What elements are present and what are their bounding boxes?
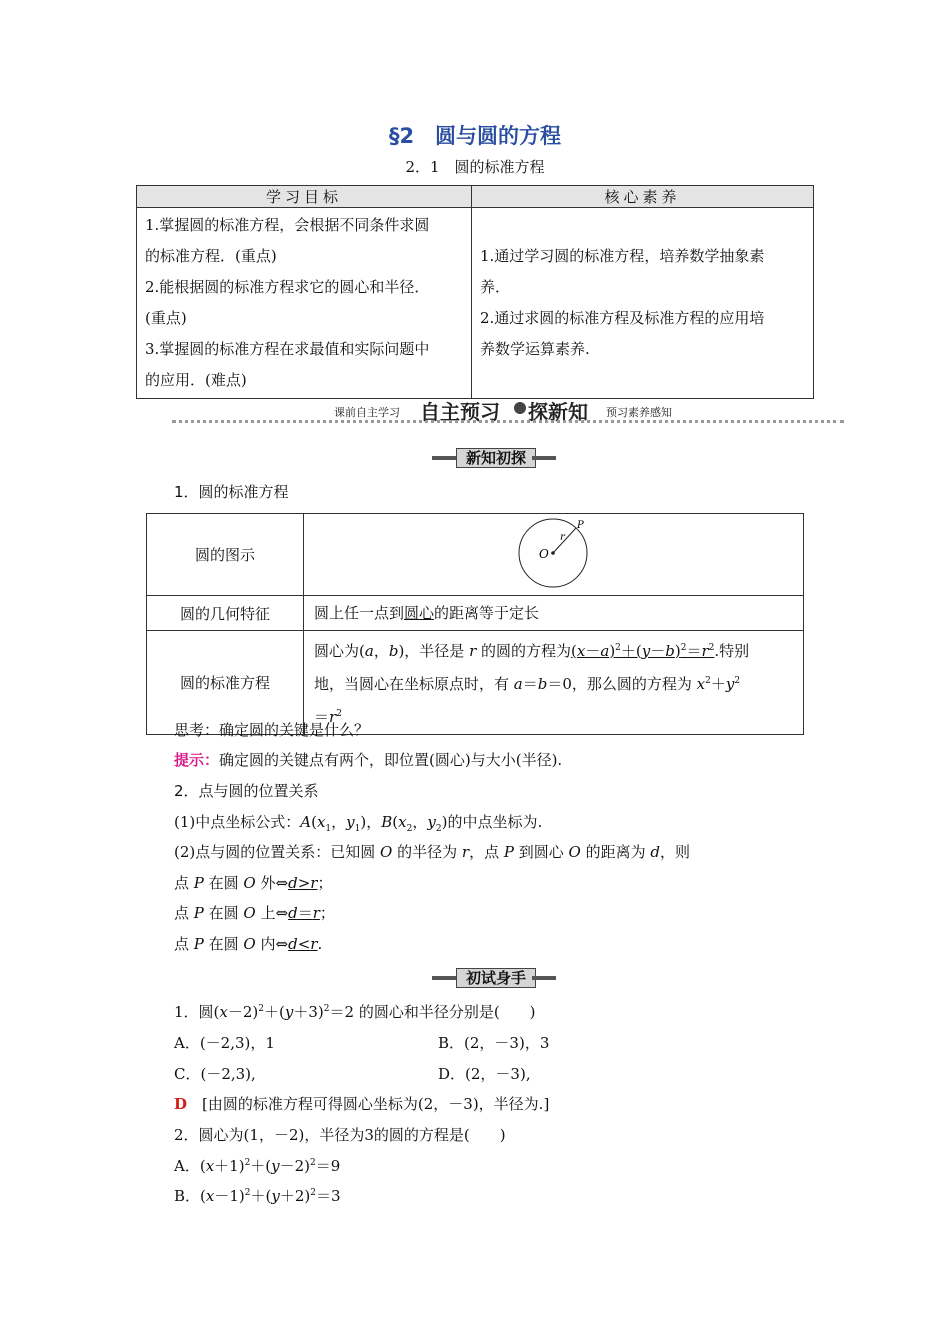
row-label-figure: 圆的图示 [147,514,304,596]
learning-goals-cell [137,208,472,399]
tag-bar-left [432,456,456,460]
standard-equation-cell: 圆心为(a，b)，半径是 r 的圆的方程为$(x-a)^2+(y-b)^2=r^2$.特别 地，当圆心在坐标原点时，有 a＝b＝0，那么圆的方程为 $x^2+y^2$ $=r^2$ [304,631,804,735]
core-line: 2.通过求圆的标准方程及标准方程的应用培 [480,309,765,327]
core-literacy-cell [472,208,814,399]
circle-figure-cell [304,514,804,596]
section-subtitle: 2．1 圆的标准方程 [405,158,545,176]
goals-header-core: 核心素养 [472,186,814,208]
outside-relation: 点 P 在圆 O 外⇔d>r； [174,874,333,892]
circle-figure-icon [509,517,609,593]
section-banner [172,396,844,426]
figure-label-r: r [560,531,565,543]
q1-option-b: B．(2，－3)，3 [438,1034,550,1052]
goal-line: (重点) [145,309,187,327]
circle-equation-table [146,513,804,735]
section2-heading: 2．点与圆的位置关系 [174,782,319,800]
q1-option-d: D．(2，－3), [438,1065,531,1083]
q1-answer: D [174,1095,188,1113]
geometry-cell: 圆上任一点到圆心的距离等于定长 [304,596,804,631]
banner-right-label: 预习素养感知 [606,406,672,419]
think-question: 思考：确定圆的关键是什么？ [174,721,370,739]
core-line: 养． [480,278,511,296]
tag-new-knowledge [432,448,556,468]
goal-line: 的应用．(难点) [145,371,247,389]
row-label-geometry: 圆的几何特征 [147,596,304,631]
tag-label: 初试身手 [456,968,536,988]
banner-main-label: 自主预习 [420,400,500,424]
core-line: 1.通过学习圆的标准方程，培养数学抽象素 [480,247,765,265]
tag-first-try [432,968,556,988]
core-line: 养数学运算素养. [480,340,590,358]
page-title: §2 圆与圆的方程 [388,124,562,148]
figure-label-p: P [577,519,584,531]
q1-option-c: C．(－2,3), [174,1065,256,1083]
question-1-stem: 1．圆$(x-2)^2+(y+3)^2=2$ 的圆心和半径分别是( ) [174,1003,536,1021]
hint-line: 提示：确定圆的关键点有两个，即位置(圆心)与大小(半径). [174,751,563,769]
banner-divider [172,420,844,423]
on-relation: 点 P 在圆 O 上⇔d＝r； [174,904,335,922]
goal-line: 2.能根据圆的标准方程求它的圆心和半径． [145,278,430,296]
goals-header-learning: 学习目标 [137,186,472,208]
position-relation-line: (2)点与圆的位置关系：已知圆 O 的半径为 r，点 P 到圆心 O 的距离为 d，则 [174,843,690,861]
q1-option-a: A．(－2,3)，1 [174,1034,275,1052]
tag-bar-right [532,976,556,980]
goal-line: 的标准方程．(重点) [145,247,277,265]
goal-line: 1.掌握圆的标准方程，会根据不同条件求圆 [145,216,430,234]
q2-option-a: A．$(x+1)^2+(y-2)^2=9$ [174,1157,341,1175]
figure-label-o: O [539,546,549,561]
row-label-standard-equation: 圆的标准方程 [147,631,304,735]
question-2-stem: 2．圆心为(1，－2)，半径为3的圆的方程是( ) [174,1126,506,1144]
goals-table [136,185,814,399]
section1-heading: 1．圆的标准方程 [174,483,289,501]
inside-relation: 点 P 在圆 O 内⇔d<r. [174,935,323,953]
banner-main-label-2: 探新知 [528,400,588,424]
tag-bar-right [532,456,556,460]
tag-label: 新知初探 [456,448,536,468]
q2-option-b: B．$(x-1)^2+(y+2)^2=3$ [174,1187,341,1205]
tag-bar-left [432,976,456,980]
q1-answer-line: D [由圆的标准方程可得圆心坐标为(2，－3)，半径为.] [174,1095,550,1113]
midpoint-formula-line: (1)中点坐标公式：$A(x_1$，$y_1$)，$B(x_2$，$y_2$)的中点坐标为. [174,813,543,834]
banner-left-label: 课前自主学习 [334,406,400,419]
banner-arrow-icon [514,402,526,414]
goal-line: 3.掌握圆的标准方程在求最值和实际问题中 [145,340,430,358]
